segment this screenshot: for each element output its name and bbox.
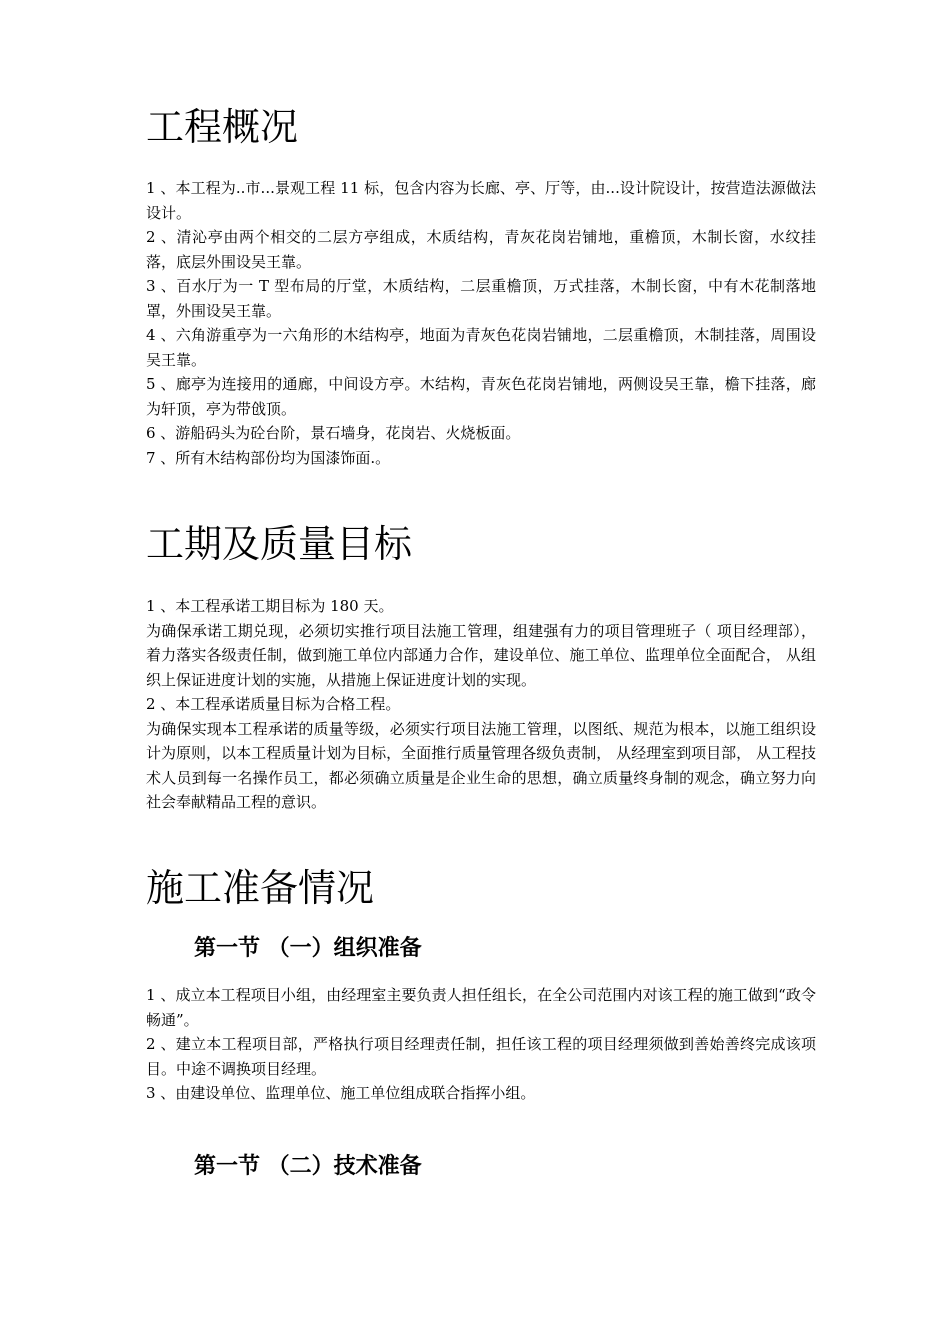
overview-item-2: 2 、清沁亭由两个相交的二层方亭组成，木质结构，青灰花岗岩铺地，重檐顶，木制长窗，水纹挂落，底层外围设吴王靠。 xyxy=(146,228,816,271)
organization-item-3: 3 、由建设单位、监理单位、施工单位组成联合指挥小组。 xyxy=(146,1084,536,1102)
schedule-item-4: 为确保实现本工程承诺的质量等级，必须实行项目法施工管理，以图纸、规范为根本，以施工组织设计为原则，以本工程质量计划为目标，全面推行质量管理各级负责制， 从经理室到项目部， 从工程技术人员到每一名操作员工，都必须确立质量是企业生命的思想，确立质量终身制的观念，确立努力向社会奉献精品工程的意识。 xyxy=(146,719,816,811)
organization-item-2: 2 、建立本工程项目部，严格执行项目经理责任制，担任该工程的项目经理须做到善始善终完成该项目。中途不调换项目经理。 xyxy=(146,1035,816,1078)
section-title-construction-preparation: 施工准备情况 xyxy=(146,866,375,910)
section-title-schedule-quality: 工期及质量目标 xyxy=(146,522,413,566)
project-overview-body xyxy=(146,176,816,470)
overview-item-3: 3 、百水厅为一 T 型布局的厅堂，木质结构，二层重檐顶，万式挂落，木制长窗，中有木花制落地罩，外围设吴王靠。 xyxy=(146,277,816,320)
subsection-title-technical: 第一节 （二）技术准备 xyxy=(194,1153,422,1179)
overview-item-5: 5 、廊亭为连接用的通廊，中间设方亭。木结构，青灰色花岗岩铺地，两侧设吴王靠，檐下挂落，廊为轩顶，亭为带戗顶。 xyxy=(146,375,816,418)
section-title-project-overview: 工程概况 xyxy=(146,105,299,149)
organization-item-1: 1 、成立本工程项目小组，由经理室主要负责人担任组长，在全公司范围内对该工程的施工做到“政令畅通”。 xyxy=(146,986,816,1029)
schedule-quality-body xyxy=(146,594,816,815)
overview-item-4: 4 、六角游重亭为一六角形的木结构亭，地面为青灰色花岗岩铺地，二层重檐顶，木制挂落，周围设吴王靠。 xyxy=(146,326,816,369)
overview-item-7: 7 、所有木结构部份均为国漆饰面.。 xyxy=(146,448,391,467)
subsection-title-organization: 第一节 （一）组织准备 xyxy=(194,935,422,961)
schedule-item-3: 2 、本工程承诺质量目标为合格工程。 xyxy=(146,695,401,713)
overview-item-1: 1 、本工程为..市...景观工程 11 标，包含内容为长廊、亭、厅等，由...设计院设计，按营造法源做法设计。 xyxy=(146,179,816,222)
schedule-item-1: 1 、本工程承诺工期目标为 180 天。 xyxy=(146,597,394,615)
organization-body xyxy=(146,983,816,1106)
schedule-item-2: 为确保承诺工期兑现，必须切实推行项目法施工管理，组建强有力的项目管理班子（ 项目经理部），着力落实各级责任制，做到施工单位内部通力合作，建设单位、施工单位、监理单位全面配合， 从组织上保证进度计划的实施，从措施上保证进度计划的实现。 xyxy=(146,621,816,689)
overview-item-6: 6 、游船码头为砼台阶，景石墙身，花岗岩、火烧板面。 xyxy=(146,424,521,442)
